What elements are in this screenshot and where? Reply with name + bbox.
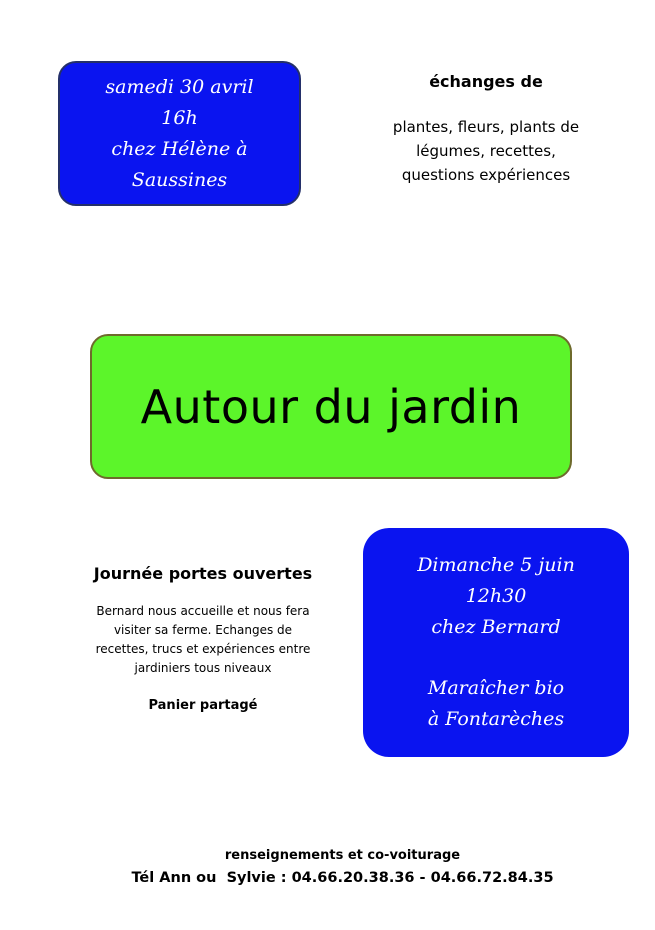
exchanges-line: légumes, recettes, <box>416 142 556 160</box>
footer-contact <box>40 845 645 889</box>
exchanges-heading: échanges de <box>429 72 543 91</box>
event-saturday-box <box>58 61 301 206</box>
event-date: Dimanche 5 juin <box>417 554 575 576</box>
open-day-section <box>60 562 346 715</box>
exchanges-description <box>360 115 612 187</box>
exchanges-line: plantes, fleurs, plants de <box>392 118 580 136</box>
title-banner <box>90 334 572 479</box>
event-place: à Fontarèches <box>427 708 565 730</box>
event-date: samedi 30 avril <box>105 75 254 98</box>
event-time: 12h30 <box>465 585 527 607</box>
page-title: Autour du jardin <box>140 379 522 434</box>
footer-info-label: renseignements et co-voiturage <box>224 848 461 863</box>
exchanges-line: questions expériences <box>401 166 571 184</box>
footer-phone-numbers: Tél Ann ou Sylvie : 04.66.20.38.36 - 04.66.72.84.35 <box>131 870 554 886</box>
open-day-line: jardiniers tous niveaux <box>134 661 272 675</box>
event-sunday-box <box>363 528 629 757</box>
event-place: Saussines <box>131 168 228 191</box>
exchanges-section <box>360 71 612 187</box>
event-time: 16h <box>161 106 198 129</box>
open-day-heading: Journée portes ouvertes <box>93 564 313 583</box>
event-host: chez Bernard <box>431 616 561 638</box>
open-day-line: Bernard nous accueille et nous fera <box>96 604 310 618</box>
open-day-line: recettes, trucs et expériences entre <box>95 642 311 656</box>
shared-basket-note: Panier partagé <box>148 698 258 713</box>
open-day-line: visiter sa ferme. Echanges de <box>113 623 293 637</box>
event-farm-type: Maraîcher bio <box>427 677 565 699</box>
open-day-description <box>60 602 346 678</box>
event-host: chez Hélène à <box>111 137 248 160</box>
